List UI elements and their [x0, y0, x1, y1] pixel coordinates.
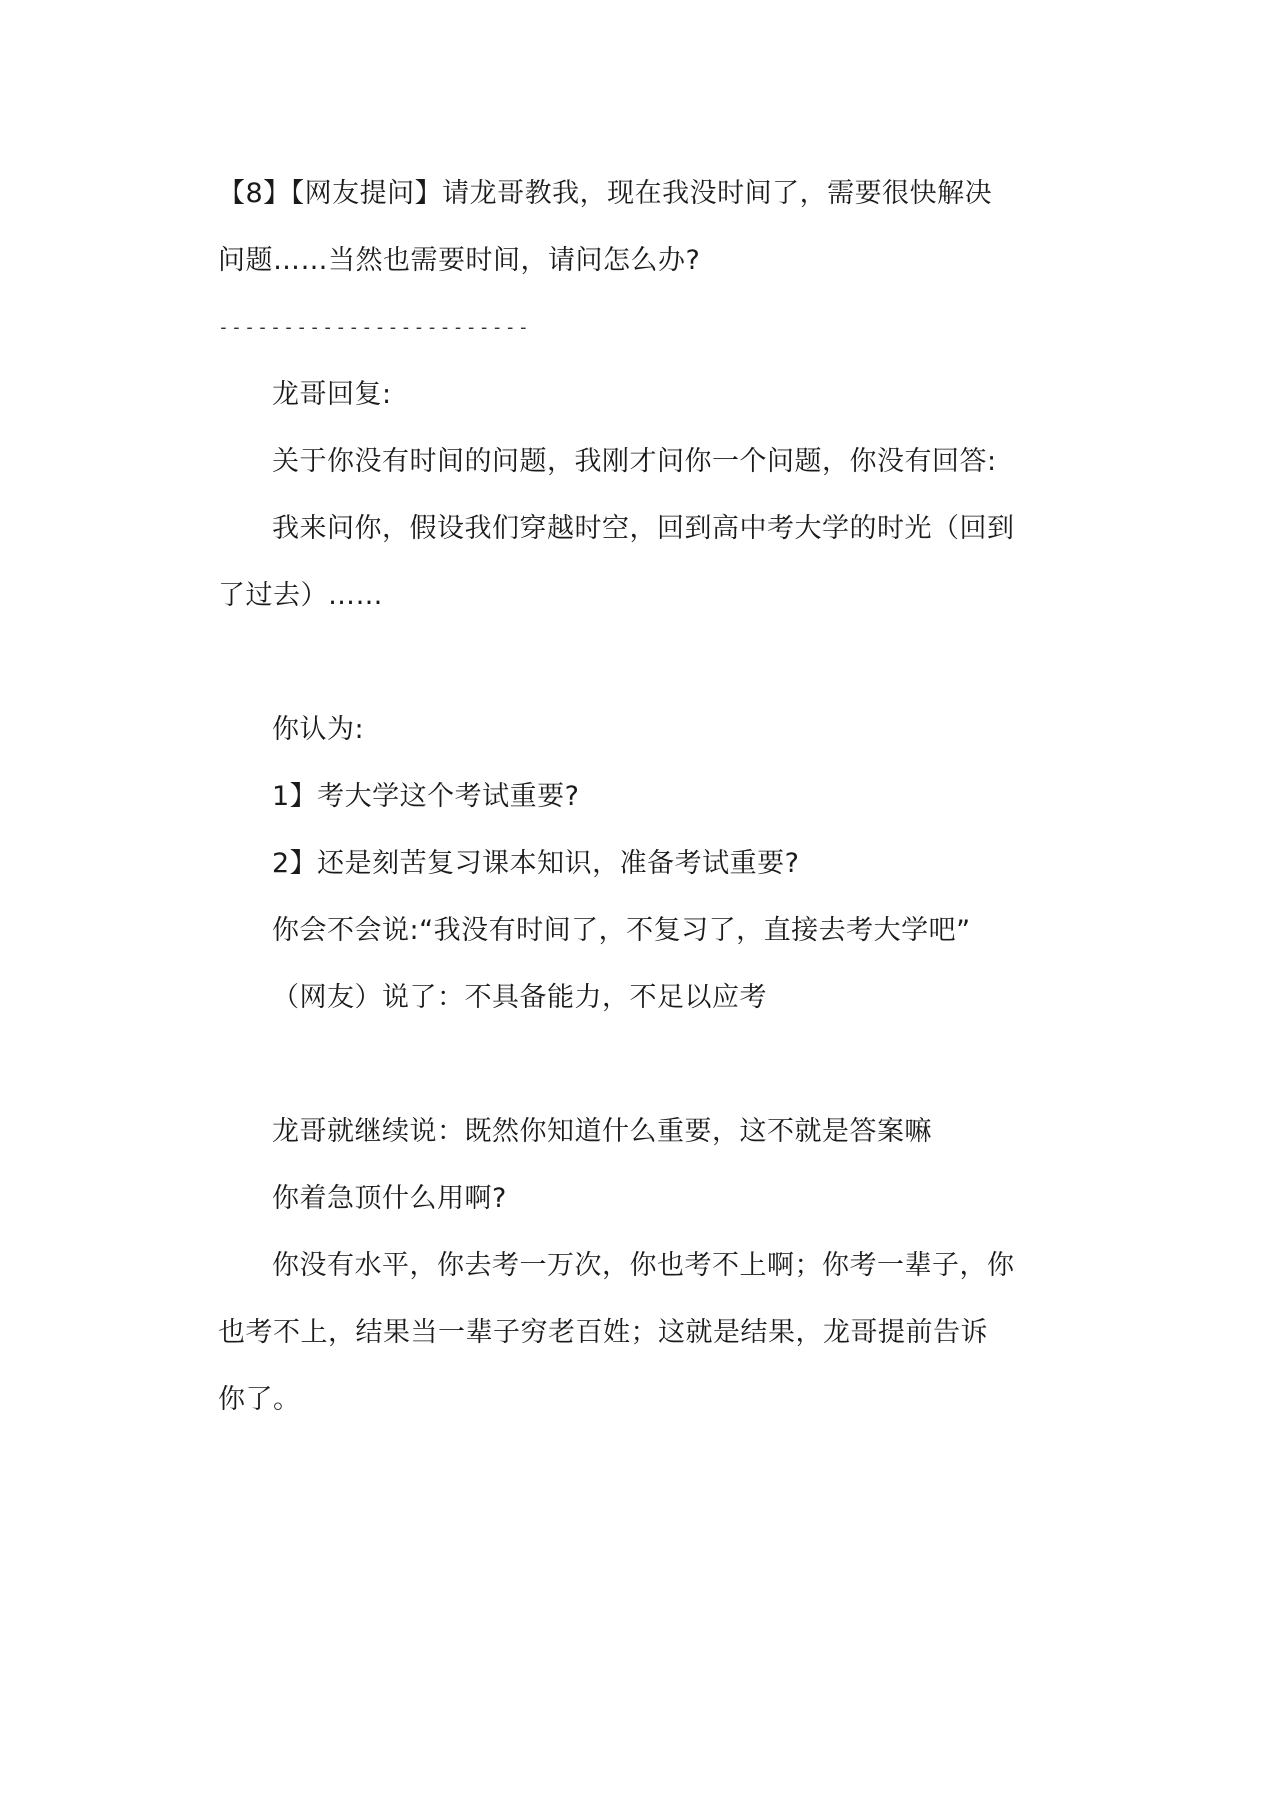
question-line-2: 问题……当然也需要时间，请问怎么办?	[218, 245, 701, 276]
reply-paragraph-2-line-2: 了过去）……	[218, 580, 383, 611]
separator-line: ------------------------	[218, 317, 531, 338]
reply-paragraph-7: 你着急顶什么用啊?	[272, 1183, 507, 1214]
reply-paragraph-2-line-1: 我来问你，假设我们穿越时空，回到高中考大学的时光（回到	[272, 513, 1015, 544]
reply-paragraph-8-line-1: 你没有水平，你去考一万次，你也考不上啊；你考一辈子，你	[272, 1250, 1015, 1281]
list-item-1: 1】考大学这个考试重要?	[272, 781, 580, 812]
reply-paragraph-8-line-2: 也考不上，结果当一辈子穷老百姓；这就是结果，龙哥提前告诉	[218, 1317, 988, 1348]
document-body	[218, 160, 1068, 1433]
question-line-1: 【8】【网友提问】请龙哥教我，现在我没时间了，需要很快解决	[218, 178, 993, 209]
reply-paragraph-3: 你认为:	[272, 714, 365, 745]
list-item-2: 2】还是刻苦复习课本知识，准备考试重要?	[272, 848, 800, 879]
reply-paragraph-6: 龙哥就继续说：既然你知道什么重要，这不就是答案嘛	[272, 1116, 932, 1147]
reply-paragraph-4: 你会不会说:“我没有时间了，不复习了，直接去考大学吧”	[272, 915, 971, 946]
blank-line	[218, 1031, 1068, 1098]
reply-paragraph-1: 关于你没有时间的问题，我刚才问你一个问题，你没有回答:	[272, 446, 997, 477]
reply-paragraph-5: （网友）说了：不具备能力，不足以应考	[272, 982, 767, 1013]
reply-heading: 龙哥回复:	[272, 379, 392, 410]
blank-line	[218, 629, 1068, 696]
reply-paragraph-8-line-3: 你了。	[218, 1384, 301, 1415]
